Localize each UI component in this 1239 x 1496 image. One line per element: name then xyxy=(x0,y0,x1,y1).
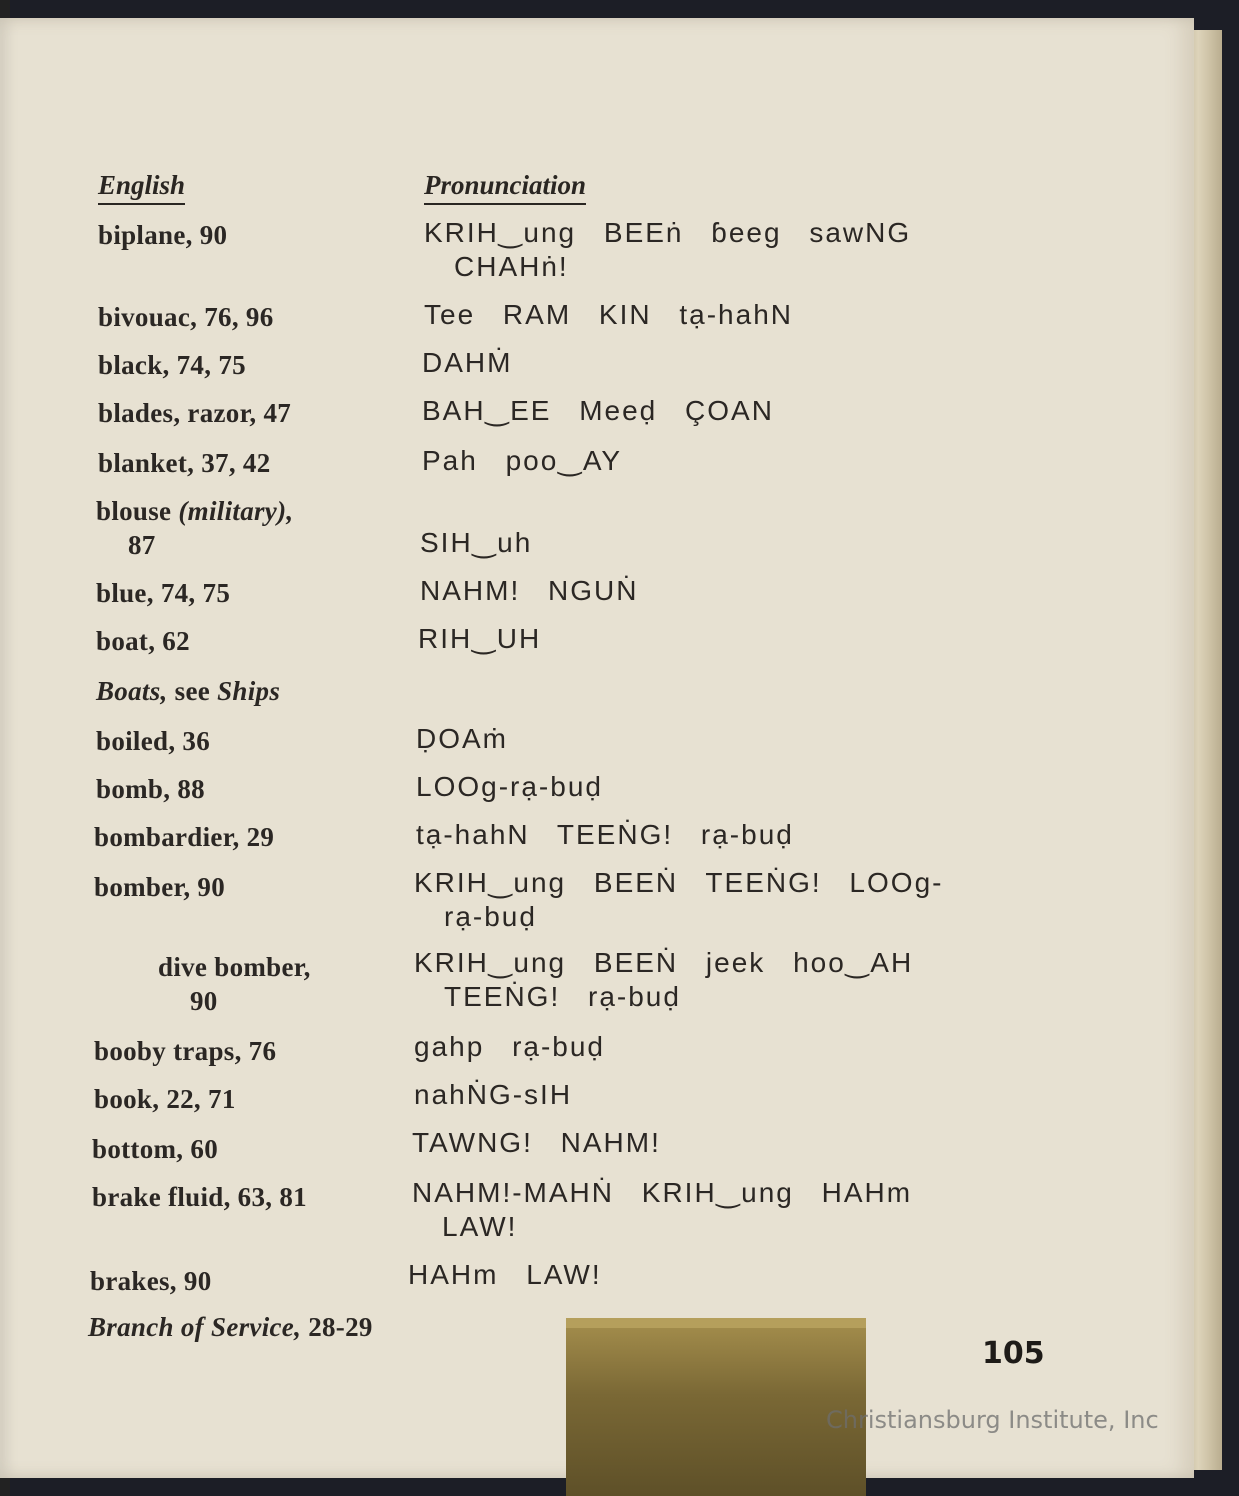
entry-pronunciation: tạ-hahN TEEṄG! rạ-buḍ xyxy=(416,819,794,850)
entry-english: blue, 74, 75 xyxy=(96,578,231,608)
entry-english-subentry xyxy=(158,950,311,1018)
entry-pronunciation xyxy=(414,946,1014,1014)
pronunciation-line: rạ-buḍ xyxy=(444,901,537,932)
entry-english: bomb, 88 xyxy=(96,774,205,804)
book-page xyxy=(0,18,1194,1478)
watermark: Christiansburg Institute, Inc xyxy=(826,1406,1159,1434)
entry-pronunciation: nahṄG-sIH xyxy=(414,1079,573,1110)
entry-english: bottom, 60 xyxy=(92,1134,218,1164)
entry-pronunciation: Tee RAM KIN tạ-hahN xyxy=(424,299,793,330)
entry-english xyxy=(96,494,293,562)
entry-pronunciation: HAHm LAW! xyxy=(408,1259,602,1290)
entry-pronunciation: Pah poo‿AY xyxy=(422,445,623,476)
cross-reference-term: Boats, xyxy=(96,676,168,706)
entry-english-word: blouse xyxy=(96,496,172,526)
cross-reference xyxy=(96,674,280,708)
entry-english: boiled, 36 xyxy=(96,726,211,756)
entry-english: booby traps, 76 xyxy=(94,1036,277,1066)
pronunciation-line: LAW! xyxy=(442,1211,518,1242)
cross-reference-target: Ships xyxy=(217,676,281,706)
pronunciation-line: CHAHṅ! xyxy=(454,251,569,282)
entry-pronunciation: NAHM! NGUṄ xyxy=(420,575,639,606)
entry-english-qualifier: (military), xyxy=(178,496,294,526)
entry-pronunciation: LOOg-rạ-buḍ xyxy=(416,771,603,802)
entry-pronunciation: BAH‿EE Meeḍ ÇOAN xyxy=(422,395,774,426)
entry-english: bombardier, 29 xyxy=(94,822,275,852)
entry-pronunciation xyxy=(424,216,1024,284)
cross-reference-see: see xyxy=(174,676,211,706)
entry-pronunciation xyxy=(414,866,1014,934)
entry-english-page: 87 xyxy=(128,530,156,560)
entry-english: blanket, 37, 42 xyxy=(98,448,271,478)
entry-pronunciation xyxy=(412,1176,1012,1244)
page-holder-clip xyxy=(566,1318,866,1496)
pronunciation-line: KRIH‿ung BEEṄ TEEṄG! LOOg- xyxy=(414,867,944,898)
entry-english: blades, razor, 47 xyxy=(98,398,292,428)
entry-english: biplane, 90 xyxy=(98,220,228,250)
pronunciation-line: KRIH‿ung BEEṄ jeek hoo‿AH xyxy=(414,947,914,978)
page-number: 105 xyxy=(982,1336,1045,1371)
entry-pronunciation: gahp rạ-buḍ xyxy=(414,1031,606,1062)
entry-pronunciation: TAWNG! NAHM! xyxy=(412,1127,661,1158)
entry-english: bomber, 90 xyxy=(94,872,226,902)
english-column-header: English xyxy=(98,170,185,205)
pronunciation-line: NAHM!-MAHṄ KRIH‿ung HAHm xyxy=(412,1177,913,1208)
pronunciation-column-header: Pronunciation xyxy=(424,170,586,205)
subentry-page: 90 xyxy=(190,986,218,1016)
pronunciation-line: TEEṄG! rạ-buḍ xyxy=(444,981,681,1012)
cross-reference xyxy=(88,1310,373,1344)
entry-pronunciation: RIH‿UH xyxy=(418,623,542,654)
entry-english: brake fluid, 63, 81 xyxy=(92,1182,307,1212)
entry-english: bivouac, 76, 96 xyxy=(98,302,274,332)
entry-pronunciation: DAHṀ xyxy=(422,347,513,378)
cross-reference-pages: 28-29 xyxy=(308,1312,373,1342)
entry-english: black, 74, 75 xyxy=(98,350,246,380)
entry-pronunciation: ḌOAṁ xyxy=(416,723,508,754)
entry-pronunciation: SIH‿uh xyxy=(420,527,533,558)
cross-reference-term: Branch of Service, xyxy=(88,1312,302,1342)
entry-english: book, 22, 71 xyxy=(94,1084,236,1114)
subentry-term: dive bomber, xyxy=(158,952,311,982)
entry-english: brakes, 90 xyxy=(90,1266,212,1296)
pronunciation-line: KRIH‿ung BEEṅ ɓeeg sawNG xyxy=(424,217,912,248)
entry-english: boat, 62 xyxy=(96,626,190,656)
